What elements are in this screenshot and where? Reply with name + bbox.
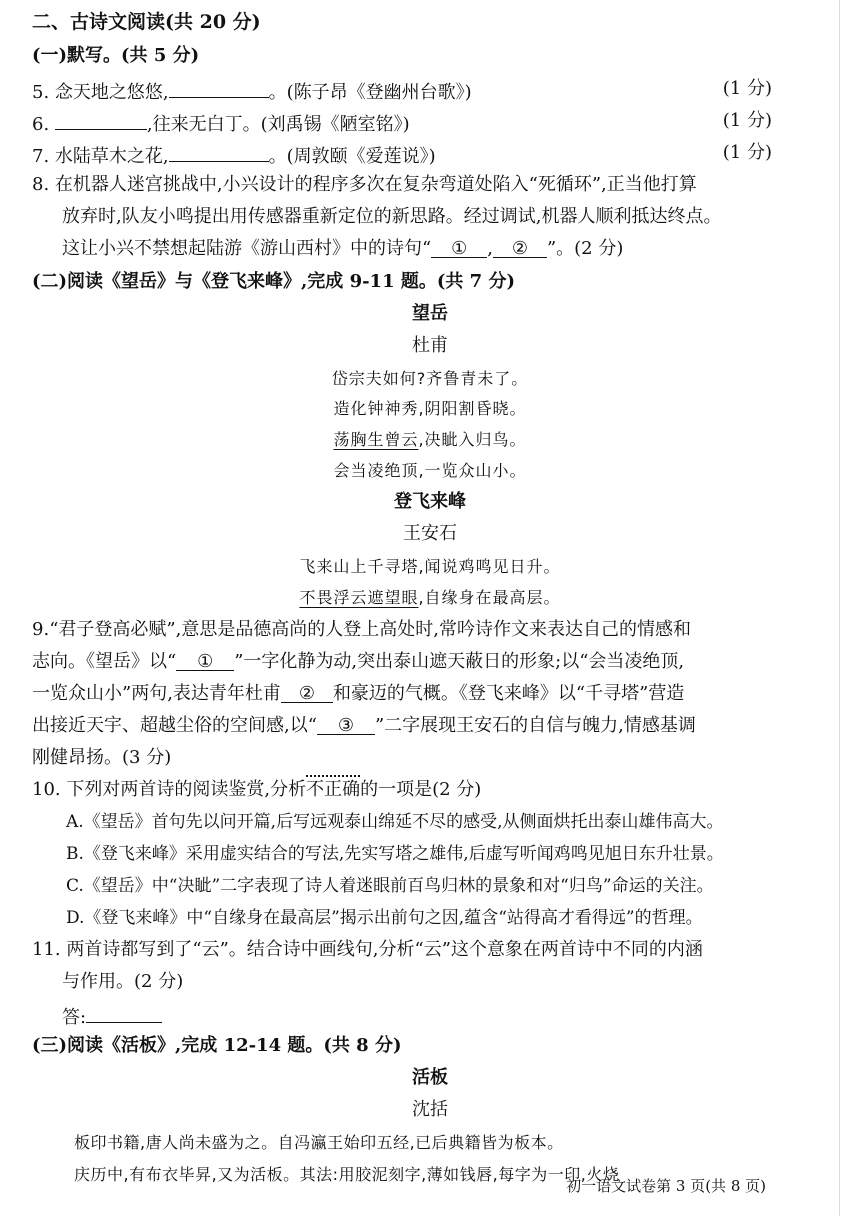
question-text: 念天地之悠悠,	[54, 82, 169, 103]
score-label: (1 分)	[722, 78, 772, 99]
underlined-line: 不畏浮云遮望眼	[299, 588, 419, 607]
question-text: 放弃时,队友小鸣提出用传感器重新定位的新思路。经过调试,机器人顺利抵达终点。	[62, 206, 722, 227]
question-text	[32, 650, 684, 674]
part3-title: (三)阅读《活板》,完成 12-14 题。(共 8 分)	[32, 1035, 402, 1056]
question-text: 水陆草木之花,	[54, 146, 169, 167]
question-text-part: 志向。《望岳》以“	[32, 651, 177, 672]
question-6	[32, 109, 410, 137]
question-text: 与作用。(2 分)	[62, 971, 184, 992]
question-number: 7.	[32, 146, 50, 167]
question-source: 。(周敦颐《爱莲说》)	[268, 146, 436, 167]
question-text	[62, 237, 623, 261]
part2-title: (二)阅读《望岳》与《登飞来峰》,完成 9-11 题。(共 7 分)	[32, 271, 515, 292]
question-number: 9.	[32, 619, 50, 640]
answer-line	[62, 1002, 162, 1030]
question-number: 11.	[32, 939, 61, 960]
page-edge-divider	[839, 0, 840, 1216]
answer-blank[interactable]: ①	[176, 650, 234, 671]
question-text-part: 出接近天宇、超越尘俗的空间感,以“	[32, 715, 317, 736]
answer-blank[interactable]	[86, 1002, 162, 1023]
question-text-part: ”二字展现王安石的自信与魄力,情感基调	[374, 715, 696, 736]
question-text-part: 的一项是(2 分)	[360, 779, 482, 800]
answer-blank[interactable]: ①	[431, 237, 487, 258]
poem-line-part: ,自缘身在最高层。	[418, 588, 561, 607]
question-number: 5.	[32, 82, 50, 103]
poem-line-part: ,决眦入归鸟。	[418, 430, 527, 449]
question-9	[32, 618, 691, 642]
poem1-line: 岱宗夫如何?齐鲁青未了。	[331, 369, 529, 388]
question-8	[32, 173, 697, 197]
question-11	[32, 938, 703, 962]
question-text-part: 下列对两首诗的阅读鉴赏,分析	[66, 779, 307, 800]
question-7	[32, 141, 436, 169]
poem2-line: 飞来山上千寻塔,闻说鸡鸣见日升。	[299, 557, 561, 576]
answer-blank[interactable]	[169, 77, 269, 98]
poem2-title: 登飞来峰	[394, 491, 466, 512]
score-label: ”。(2 分)	[546, 238, 624, 259]
text-author: 沈括	[412, 1099, 448, 1120]
poem1-line	[0, 428, 860, 452]
question-text: ,往来无白丁。(刘禹锡《陋室铭》)	[146, 114, 410, 135]
separator: ,	[487, 238, 493, 259]
question-number: 8.	[32, 174, 50, 195]
page-footer: 初一语文试卷第 3 页(共 8 页)	[566, 1177, 766, 1195]
score-label: (1 分)	[722, 110, 772, 131]
part1-title: (一)默写。(共 5 分)	[32, 45, 200, 66]
emphasis-text: 不正确	[306, 779, 361, 800]
question-number: 6.	[32, 114, 50, 135]
score-label: (1 分)	[722, 142, 772, 163]
poem2-line	[0, 586, 860, 610]
question-text: 在机器人迷宫挑战中,小兴设计的程序多次在复杂弯道处陷入“死循环”,正当他打算	[54, 174, 697, 195]
text-title: 活板	[412, 1067, 448, 1088]
question-10	[32, 778, 481, 802]
question-text	[32, 682, 684, 706]
question-text: 两首诗都写到了“云”。结合诗中画线句,分析“云”这个意象在两首诗中不同的内涵	[66, 939, 703, 960]
question-text-part: 一览众山小”两句,表达青年杜甫	[32, 683, 281, 704]
answer-blank[interactable]: ②	[493, 237, 547, 258]
question-text-part: 和豪迈的气概。《登飞来峰》以“千寻塔”营造	[332, 683, 685, 704]
question-number: 10.	[32, 779, 61, 800]
answer-blank[interactable]	[55, 109, 147, 130]
question-text	[32, 714, 696, 738]
question-text-part: ”一字化静为动,突出泰山遮天蔽日的形象;以“会当凌绝顶,	[234, 651, 685, 672]
poem2-author: 王安石	[403, 523, 457, 544]
question-text: “君子登高必赋”,意思是品德高尚的人登上高处时,常吟诗作文来表达自己的情感和	[49, 619, 692, 640]
answer-label: 答:	[62, 1007, 87, 1028]
section-title: 二、古诗文阅读(共 20 分)	[32, 11, 261, 33]
underlined-line: 荡胸生曾云	[333, 430, 419, 449]
question-text: 刚健昂扬。(3 分)	[32, 747, 172, 768]
poem1-line: 造化钟神秀,阴阳割昏晓。	[333, 399, 527, 418]
question-5	[32, 77, 472, 105]
poem1-title: 望岳	[412, 303, 448, 324]
option-b[interactable]: B.《登飞来峰》采用虚实结合的写法,先实写塔之雄伟,后虚写听闻鸡鸣见旭日东升壮景。	[66, 844, 724, 864]
question-text-part: 这让小兴不禁想起陆游《游山西村》中的诗句“	[62, 238, 432, 259]
answer-blank[interactable]: ②	[281, 682, 333, 703]
option-d[interactable]: D.《登飞来峰》中“自缘身在最高层”揭示出前句之因,蕴含“站得高才看得远”的哲理。	[66, 908, 703, 928]
question-source: 。(陈子昂《登幽州台歌》)	[268, 82, 472, 103]
text-paragraph: 庆历中,有布衣毕昇,又为活板。其法:用胶泥刻字,薄如钱唇,每字为一印,火烧	[74, 1165, 620, 1184]
option-c[interactable]: C.《望岳》中“决眦”二字表现了诗人着迷眼前百鸟归林的景象和对“归鸟”命运的关注。	[66, 876, 714, 896]
option-a[interactable]: A.《望岳》首句先以问开篇,后写远观泰山绵延不尽的感受,从侧面烘托出泰山雄伟高大。	[66, 812, 724, 832]
answer-blank[interactable]: ③	[317, 714, 375, 735]
poem1-line: 会当凌绝顶,一览众山小。	[333, 461, 527, 480]
poem1-author: 杜甫	[412, 335, 448, 356]
text-paragraph: 板印书籍,唐人尚未盛为之。自冯瀛王始印五经,已后典籍皆为板本。	[74, 1133, 564, 1152]
answer-blank[interactable]	[169, 141, 269, 162]
